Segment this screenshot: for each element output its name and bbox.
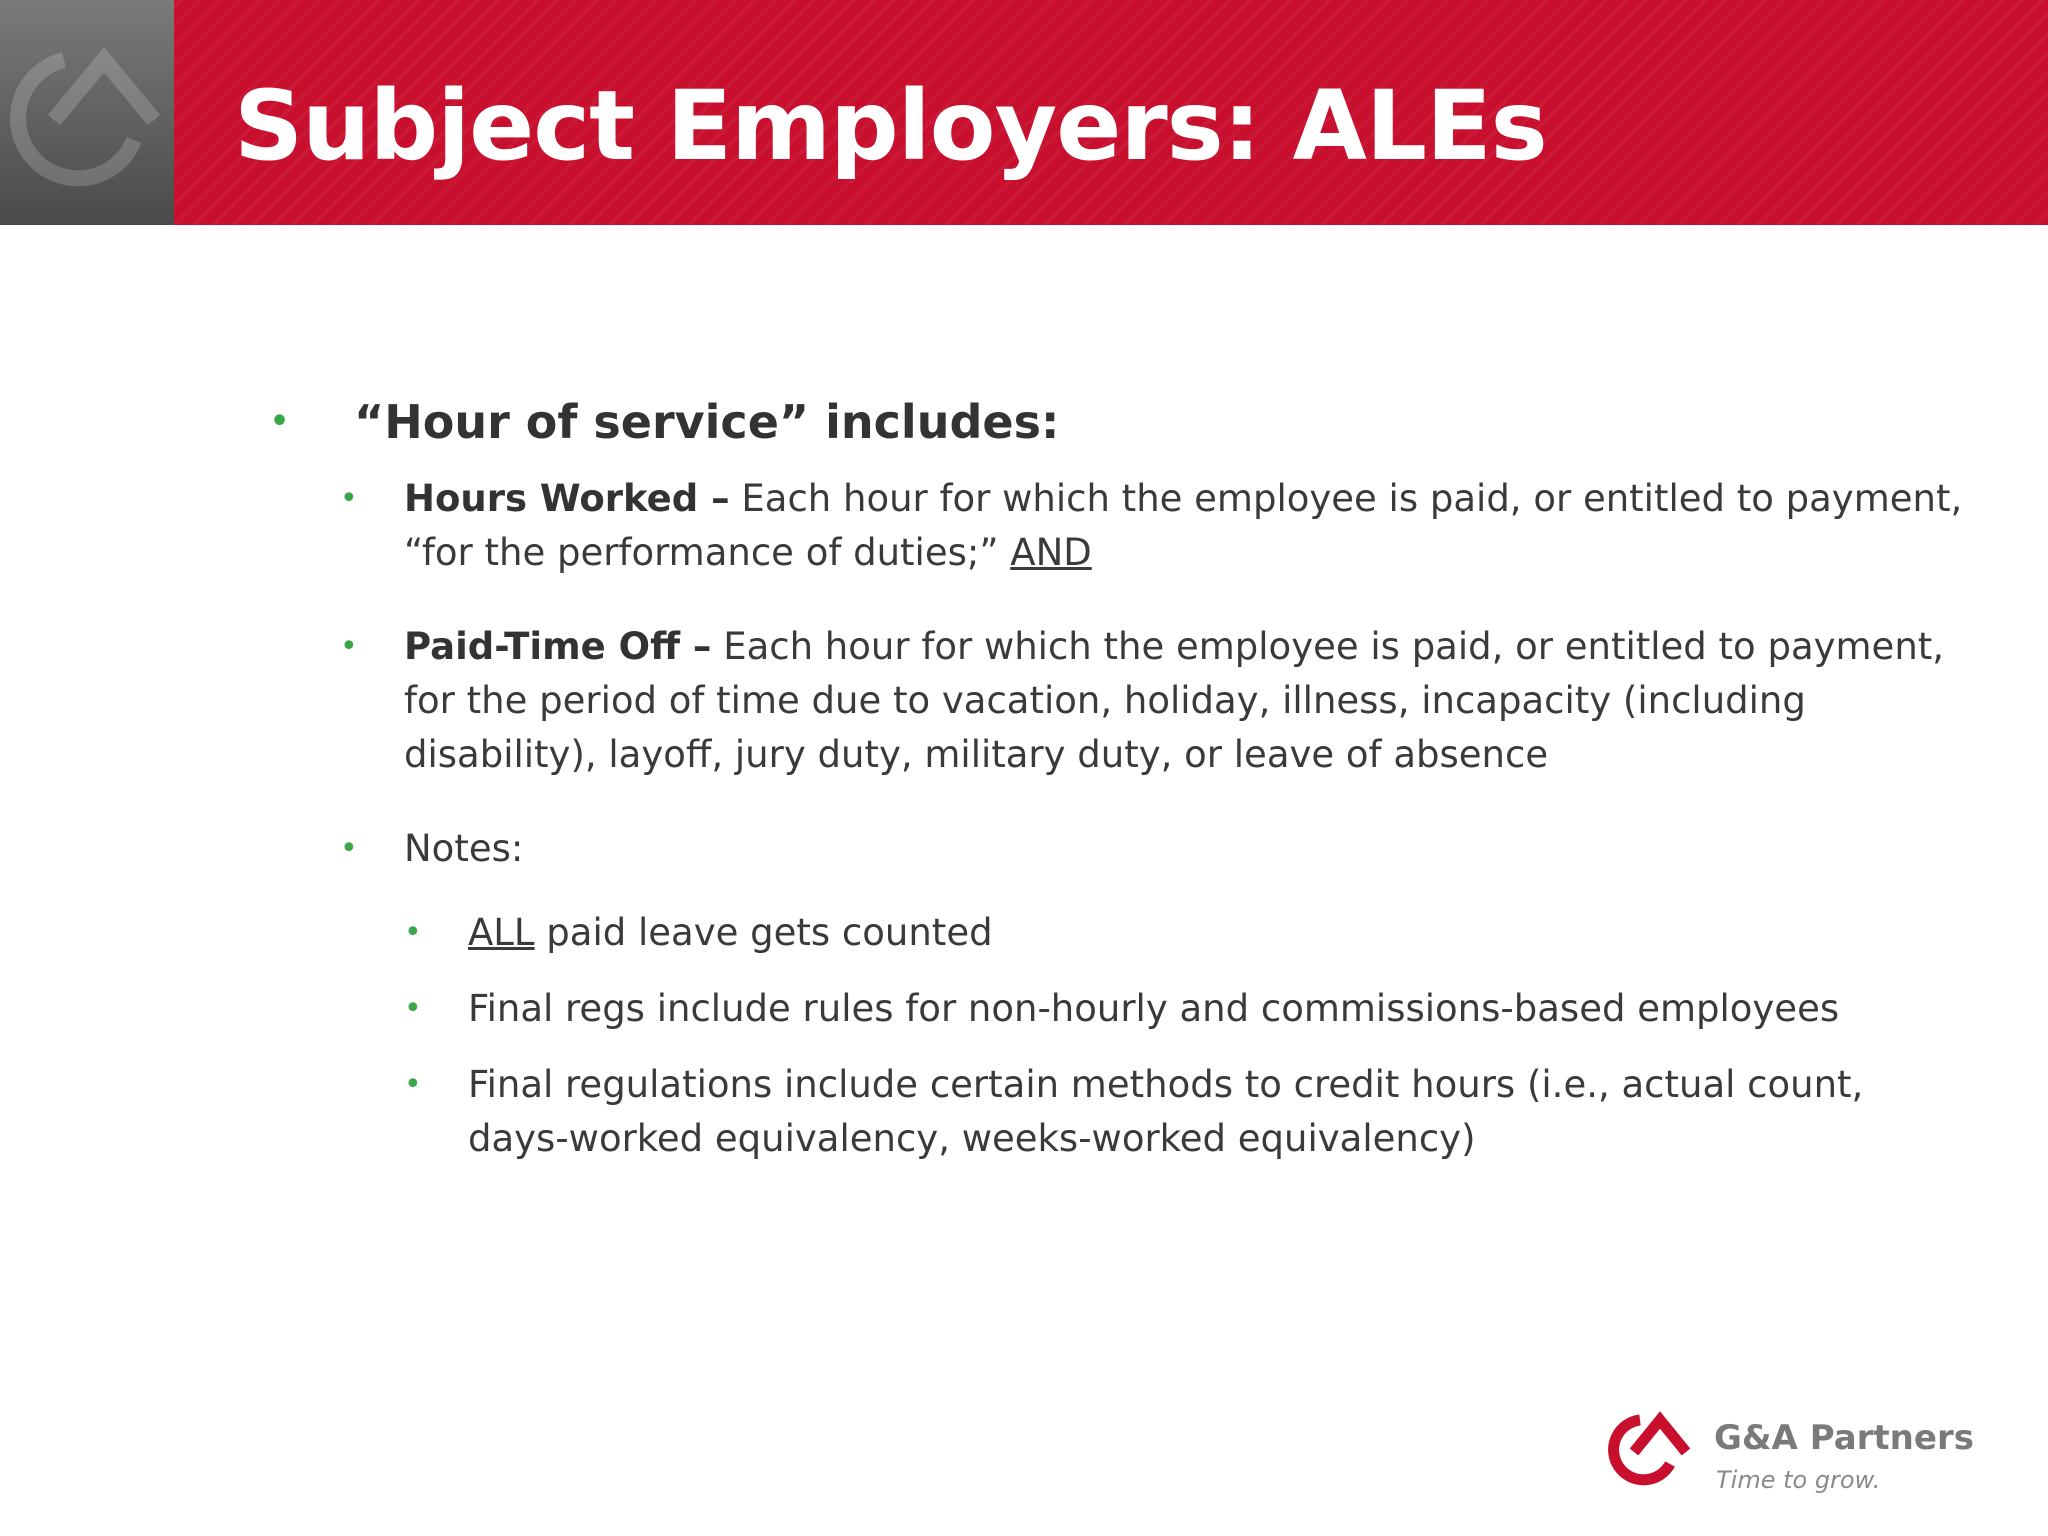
bullet-icon: •: [270, 404, 290, 439]
note-item: [404, 982, 1970, 1036]
hours-worked-text: Each hour for which the employee is paid, or entitled to payment, “for the performance of duties;”: [404, 477, 1963, 574]
brand-logo: [1598, 1404, 1974, 1504]
hours-worked-bullet: [340, 472, 1970, 580]
ga-logo-icon: [1598, 1408, 1708, 1488]
bullet-icon: •: [340, 831, 358, 866]
bullet-icon: •: [340, 629, 358, 664]
ga-watermark-icon: [0, 20, 174, 210]
page-title: Subject Employers: ALEs: [234, 70, 1547, 182]
brand-tagline: Time to grow.: [1716, 1466, 1881, 1494]
bullet-icon: •: [340, 481, 358, 516]
title-banner: [0, 0, 2048, 225]
main-bullet-text: “Hour of service” includes:: [354, 395, 1060, 449]
note-text: Final regs include rules for non-hourly and commissions-based employees: [468, 987, 1840, 1030]
slide-content: [270, 390, 1970, 1166]
note-item: [404, 906, 1970, 960]
bullet-icon: •: [404, 915, 422, 950]
hours-worked-conj: AND: [1010, 531, 1092, 574]
note-emphasis: ALL: [468, 911, 535, 954]
bullet-icon: •: [404, 1067, 422, 1102]
brand-name: G&A Partners: [1714, 1418, 1974, 1458]
notes-label: Notes:: [404, 827, 524, 870]
paid-time-off-text: Each hour for which the employee is paid, or entitled to payment, for the period of time due to vacation, holiday, illness, incapacity (including disability), layoff, jury duty, military duty, or leave of absence: [404, 625, 1945, 776]
note-text: paid leave gets counted: [534, 911, 993, 954]
note-item: [404, 1058, 1970, 1166]
note-text: Final regulations include certain methods to credit hours (i.e., actual count, days-worked equivalency, weeks-worked equivalency): [468, 1063, 1864, 1160]
hours-worked-label: Hours Worked –: [404, 477, 730, 520]
main-bullet: [270, 390, 1970, 454]
header-logo-box: [0, 0, 174, 225]
notes-bullet: [340, 822, 1970, 876]
bullet-icon: •: [404, 991, 422, 1026]
paid-time-off-bullet: [340, 620, 1970, 782]
paid-time-off-label: Paid-Time Off –: [404, 625, 712, 668]
